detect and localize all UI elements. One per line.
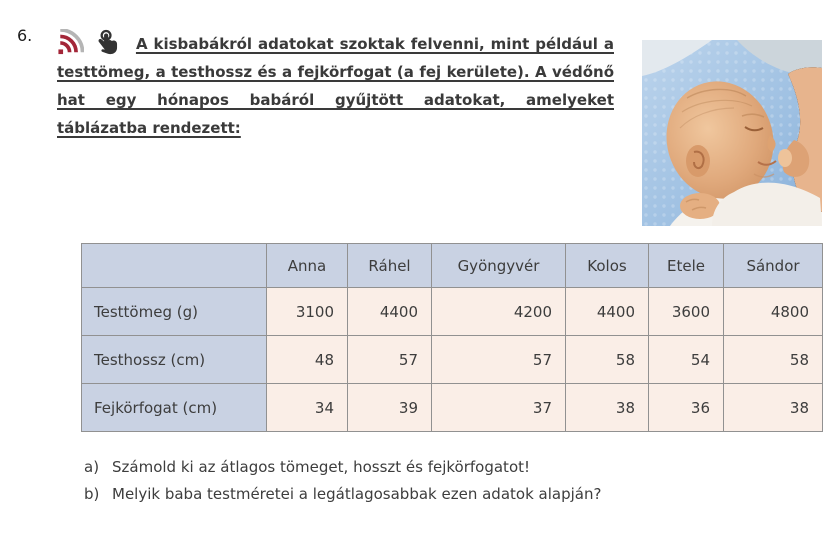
table-cell: 38 [566, 384, 649, 432]
table-cell: 4800 [724, 288, 823, 336]
exercise-prompt-text: A kisbabákról adatokat szoktak felvenni, mint például a testtömeg, a testhossz és a fejkörfogat (a fej kerülete). A védőnő hat egy hónapos babáról gyűjtött adatokat, amelyeket táblázatba rendezett: [57, 35, 614, 137]
exercise-number: 6. [17, 26, 33, 45]
row-label: Fejkörfogat (cm) [82, 384, 267, 432]
table-cell: 36 [649, 384, 724, 432]
table-row [82, 288, 823, 336]
table-cell: 57 [432, 336, 566, 384]
question-a-text: Számold ki az átlagos tömeget, hosszt és fejkörfogatot! [112, 458, 531, 476]
baby-photo [642, 40, 822, 226]
table-row [82, 336, 823, 384]
table-cell: 34 [267, 384, 348, 432]
row-label: Testhossz (cm) [82, 336, 267, 384]
table-cell: 4200 [432, 288, 566, 336]
table-cell: 4400 [566, 288, 649, 336]
header-cell-name: Kolos [566, 244, 649, 288]
baby-data-table [81, 243, 823, 432]
prompt-icons [57, 29, 118, 57]
table-cell: 3600 [649, 288, 724, 336]
table-row [82, 384, 823, 432]
header-cell-name: Etele [649, 244, 724, 288]
header-cell-name: Ráhel [348, 244, 432, 288]
question-a-label: a) [84, 458, 100, 476]
table-cell: 39 [348, 384, 432, 432]
table-cell: 3100 [267, 288, 348, 336]
question-b-text: Melyik baba testméretei a legátlagosabbak ezen adatok alapján? [112, 485, 602, 503]
table-cell: 54 [649, 336, 724, 384]
question-a [84, 454, 601, 481]
table-cell: 58 [566, 336, 649, 384]
question-list [84, 454, 601, 508]
header-cell-name: Sándor [724, 244, 823, 288]
rss-feed-icon[interactable] [57, 29, 84, 55]
table-cell: 38 [724, 384, 823, 432]
table-cell: 48 [267, 336, 348, 384]
row-label: Testtömeg (g) [82, 288, 267, 336]
question-b-label: b) [84, 485, 100, 503]
header-cell-empty [82, 244, 267, 288]
table-cell: 4400 [348, 288, 432, 336]
table-cell: 58 [724, 336, 823, 384]
header-cell-name: Gyöngyvér [432, 244, 566, 288]
header-cell-name: Anna [267, 244, 348, 288]
exercise-prompt-block [57, 29, 614, 142]
table-cell: 57 [348, 336, 432, 384]
tap-pointer-icon[interactable] [97, 29, 118, 57]
question-b [84, 481, 601, 508]
table-cell: 37 [432, 384, 566, 432]
table-header-row [82, 244, 823, 288]
